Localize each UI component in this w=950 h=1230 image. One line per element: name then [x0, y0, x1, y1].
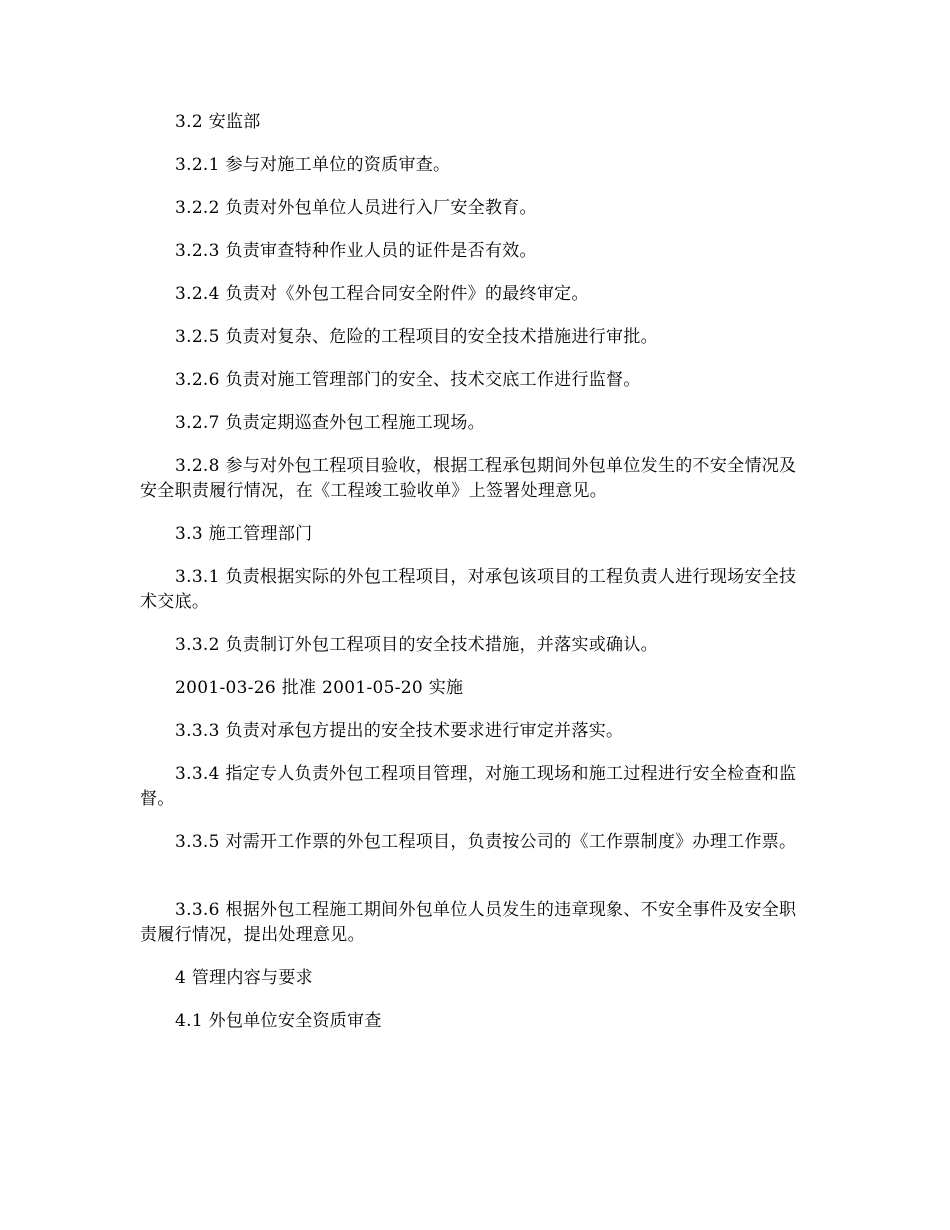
- clause-3-2-3: 3.2.3 负责审查特种作业人员的证件是否有效。: [175, 241, 537, 261]
- approval-date-line: 2001-03-26 批准 2001-05-20 实施: [175, 678, 464, 698]
- clause-3-2-6: 3.2.6 负责对施工管理部门的安全、技术交底工作进行监督。: [175, 370, 641, 390]
- clause-3-3-5: 3.3.5 对需开工作票的外包工程项目，负责按公司的《工作票制度》办理工作票。: [175, 832, 797, 852]
- section-heading-4: 4 管理内容与要求: [175, 968, 313, 988]
- clause-3-2-1: 3.2.1 参与对施工单位的资质审查。: [175, 155, 451, 175]
- clause-3-3-6: 3.3.6 根据外包工程施工期间外包单位人员发生的违章现象、不安全事件及安全职责履行情况，提出处理意见。: [140, 900, 797, 945]
- section-heading-3-2: 3.2 安监部: [175, 112, 261, 132]
- clause-3-2-7: 3.2.7 负责定期巡查外包工程施工现场。: [175, 413, 485, 433]
- clause-3-3-3: 3.3.3 负责对承包方提出的安全技术要求进行审定并落实。: [175, 721, 624, 741]
- section-heading-3-3: 3.3 施工管理部门: [175, 524, 313, 544]
- clause-3-3-2: 3.3.2 负责制订外包工程项目的安全技术措施，并落实或确认。: [175, 635, 658, 655]
- clause-3-3-4: 3.3.4 指定专人负责外包工程项目管理，对施工现场和施工过程进行安全检查和监督。: [140, 764, 797, 809]
- section-heading-4-1: 4.1 外包单位安全资质审查: [175, 1011, 382, 1031]
- clause-3-2-4: 3.2.4 负责对《外包工程合同安全附件》的最终审定。: [175, 284, 589, 304]
- clause-3-3-1: 3.3.1 负责根据实际的外包工程项目，对承包该项目的工程负责人进行现场安全技术交底。: [140, 567, 797, 612]
- clause-3-2-5: 3.2.5 负责对复杂、危险的工程项目的安全技术措施进行审批。: [175, 327, 658, 347]
- clause-3-2-2: 3.2.2 负责对外包单位人员进行入厂安全教育。: [175, 198, 537, 218]
- clause-3-2-8: 3.2.8 参与对外包工程项目验收，根据工程承包期间外包单位发生的不安全情况及安全职责履行情况，在《工程竣工验收单》上签署处理意见。: [140, 456, 797, 501]
